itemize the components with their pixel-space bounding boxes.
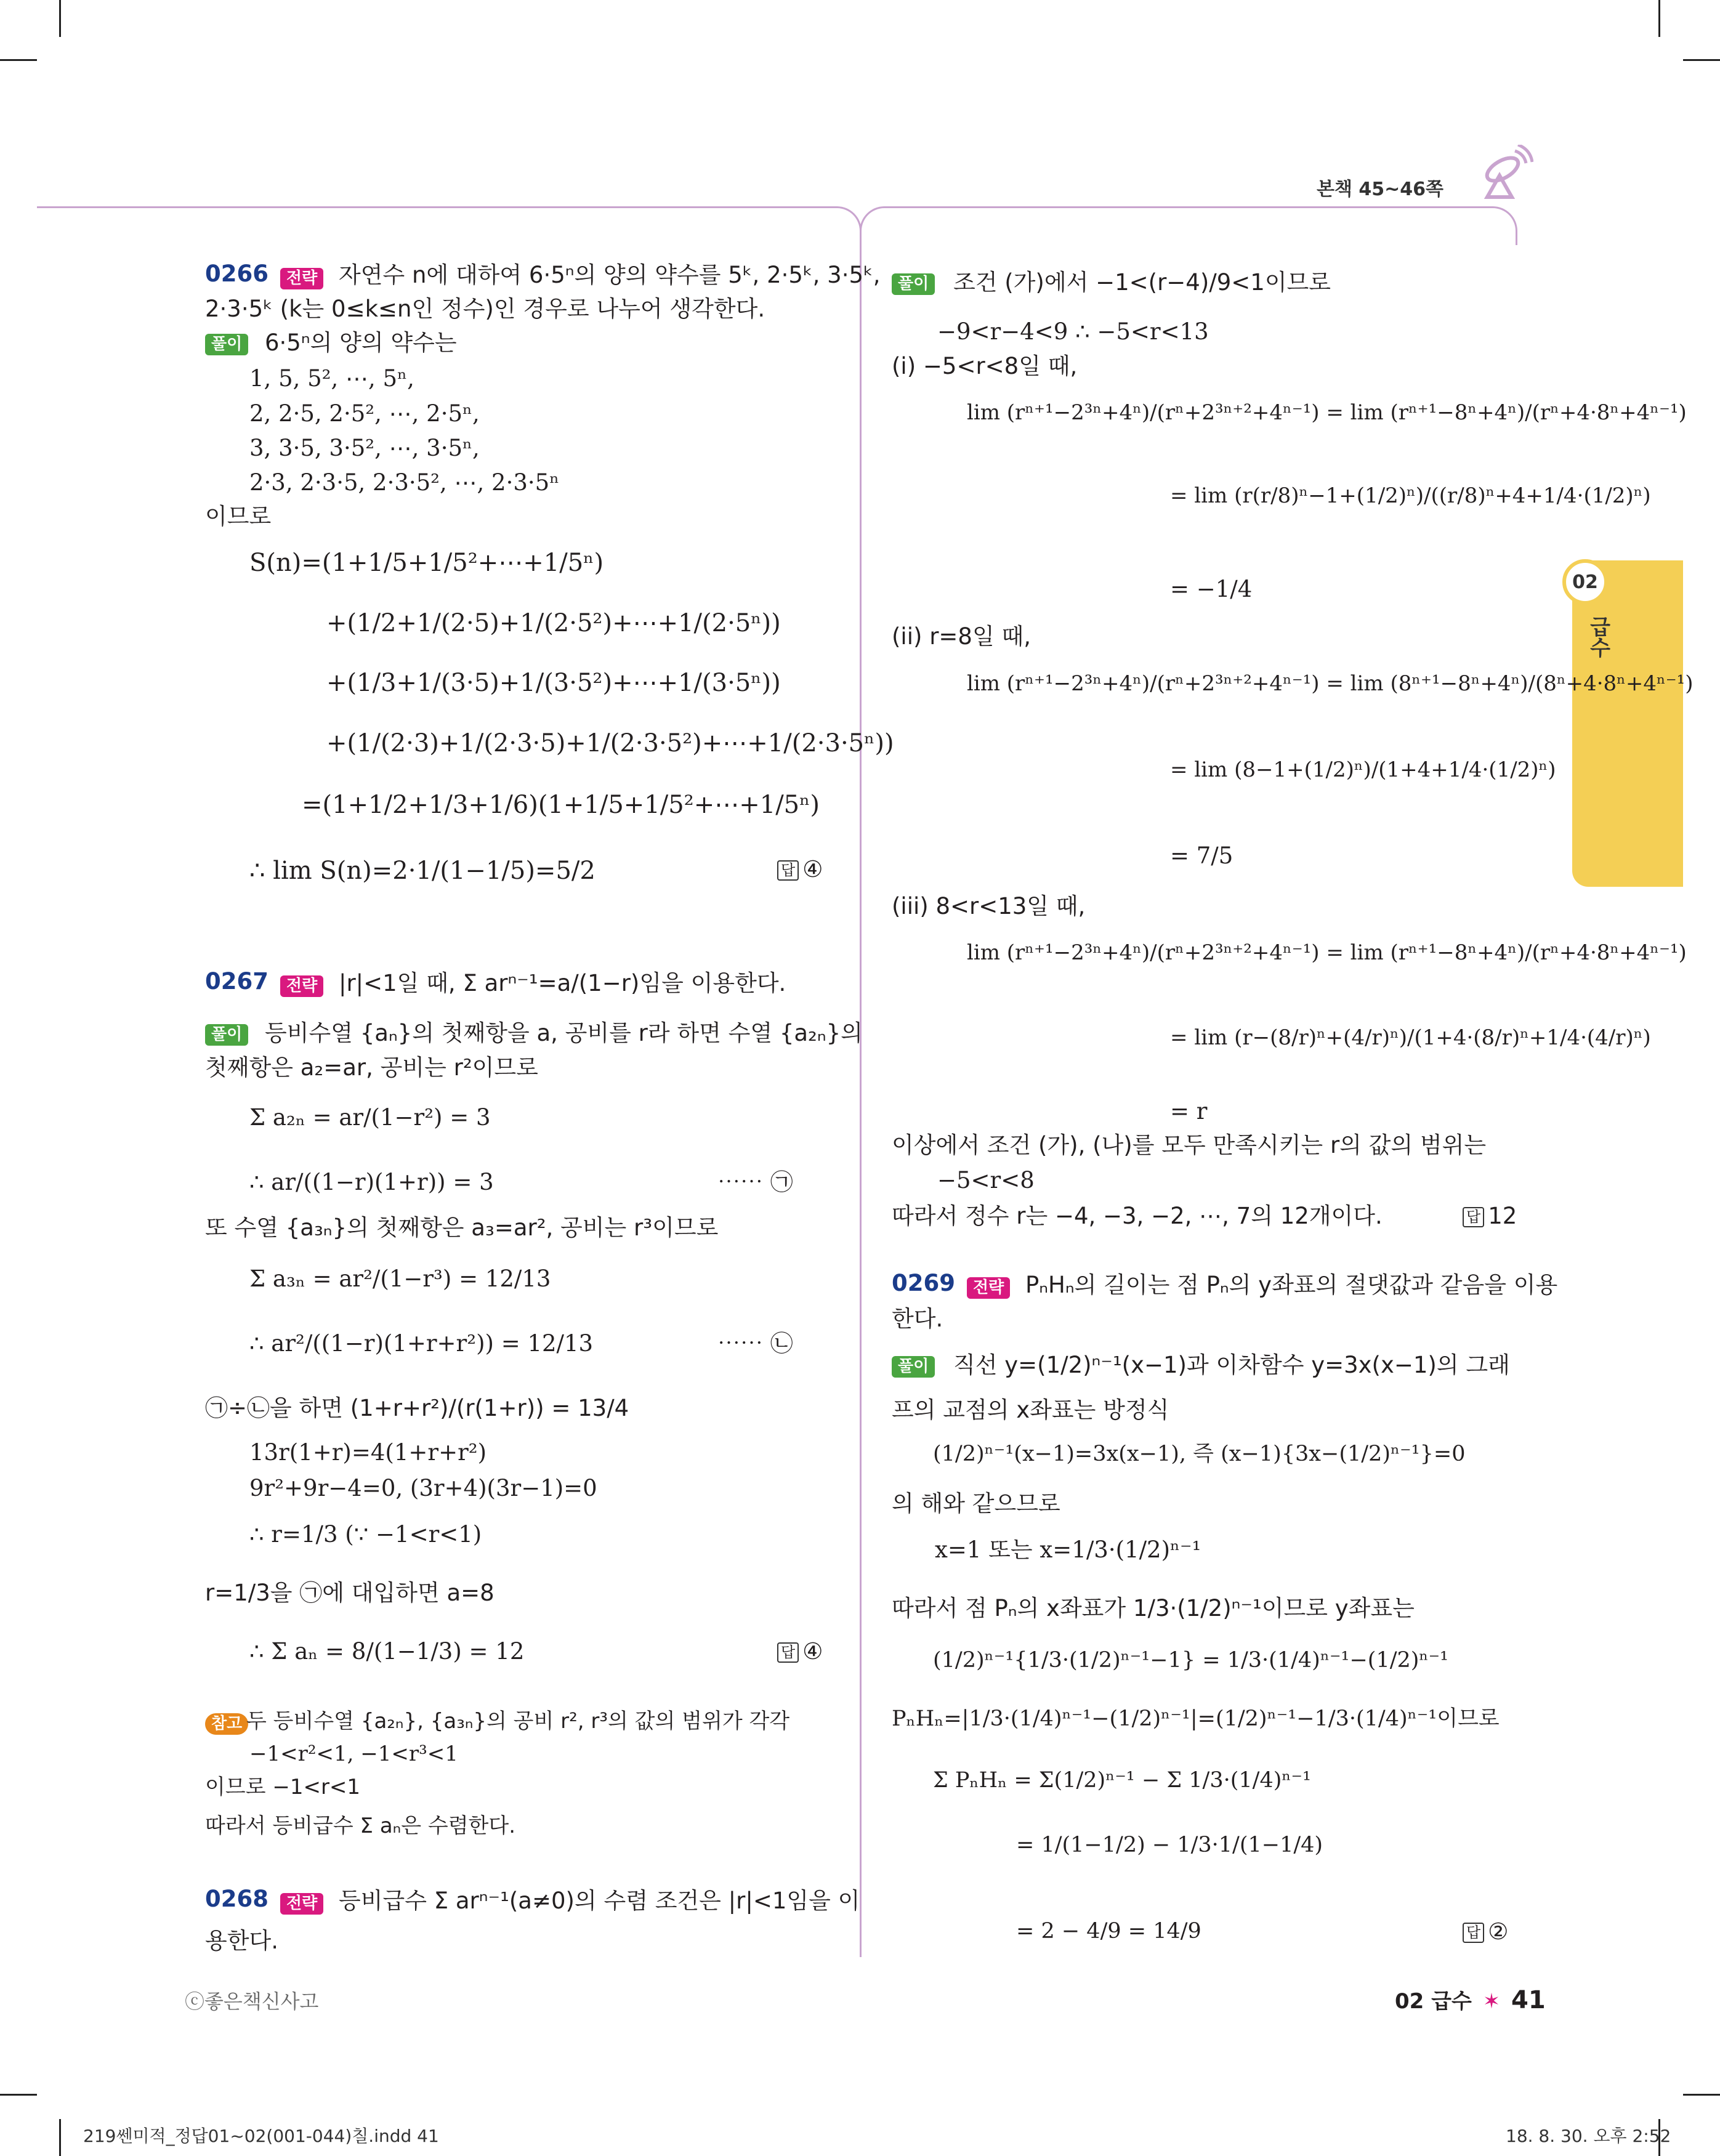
column-divider bbox=[860, 243, 862, 1955]
math-line: Σ PₙHₙ = Σ(1/2)ⁿ⁻¹ − Σ 1/3·(1/4)ⁿ⁻¹ bbox=[933, 1768, 1312, 1793]
strategy-tag: 전략 bbox=[280, 1893, 323, 1915]
math-line: = lim (r(r/8)ⁿ−1+(1/2)ⁿ)/((r/8)ⁿ+4+1/4·(1/2)ⁿ) bbox=[1170, 483, 1651, 508]
case-heading: (ii) r=8일 때, bbox=[892, 623, 1031, 650]
math-line: −9<r−4<9 ∴ −5<r<13 bbox=[937, 318, 1209, 345]
strategy-text: 2·3·5ᵏ (k는 0≤k≤n인 정수)인 경우로 나누어 생각한다. bbox=[205, 296, 765, 322]
math-line: 13r(1+r)=4(1+r+r²) bbox=[249, 1439, 487, 1466]
solution-line: 의 해와 같으므로 bbox=[892, 1490, 1060, 1517]
math-line: lim (rⁿ⁺¹−2³ⁿ+4ⁿ)/(rⁿ+2³ⁿ⁺²+4ⁿ⁻¹) = lim (rⁿ⁺¹−8ⁿ+4ⁿ)/(rⁿ+4·8ⁿ+4ⁿ⁻¹) bbox=[967, 940, 1687, 965]
crop-mark bbox=[1683, 59, 1720, 61]
math-line: −5<r<8 bbox=[937, 1167, 1035, 1193]
math-line: (1/2)ⁿ⁻¹{1/3·(1/2)ⁿ⁻¹−1} = 1/3·(1/4)ⁿ⁻¹−(1/2)ⁿ⁻¹ bbox=[933, 1648, 1449, 1673]
math-line: 2, 2·5, 2·5², ⋯, 2·5ⁿ, bbox=[249, 400, 480, 427]
equation-marker: ⋯⋯ ㉡ bbox=[717, 1330, 793, 1357]
solution-line: 첫째항은 a₂=ar, 공비는 r²이므로 bbox=[205, 1054, 538, 1081]
math-line: = −1/4 bbox=[1170, 576, 1253, 602]
strategy-text: 용한다. bbox=[205, 1928, 278, 1954]
math-line: ∴ Σ aₙ = 8/(1−1/3) = 12 bbox=[249, 1638, 525, 1665]
answer-0269: 답 ② bbox=[1463, 1918, 1508, 1945]
strategy-text: 한다. bbox=[892, 1306, 943, 1332]
crop-mark bbox=[0, 2094, 37, 2096]
chapter-label: 급수 bbox=[1586, 616, 1610, 658]
math-line: Σ a₂ₙ = ar/(1−r²) = 3 bbox=[249, 1104, 491, 1131]
copyright: ⓒ좋은책신사고 bbox=[185, 1990, 319, 2013]
solution-line: 이상에서 조건 (가), (나)를 모두 만족시키는 r의 값의 범위는 bbox=[892, 1132, 1487, 1158]
crop-mark bbox=[1683, 2094, 1720, 2096]
note-text: −1<r²<1, −1<r³<1 bbox=[249, 1742, 458, 1766]
math-line: = r bbox=[1170, 1098, 1208, 1124]
print-timestamp: 18. 8. 30. 오후 2:52 bbox=[1506, 2126, 1671, 2146]
math-line: lim (rⁿ⁺¹−2³ⁿ+4ⁿ)/(rⁿ+2³ⁿ⁺²+4ⁿ⁻¹) = lim (rⁿ⁺¹−8ⁿ+4ⁿ)/(rⁿ+4·8ⁿ+4ⁿ⁻¹) bbox=[967, 400, 1687, 425]
solution-line: 이므로 bbox=[205, 503, 272, 530]
solution-line: 따라서 점 Pₙ의 x좌표가 1/3·(1/2)ⁿ⁻¹이므로 y좌표는 bbox=[892, 1595, 1415, 1621]
math-line: = lim (8−1+(1/2)ⁿ)/(1+4+1/4·(1/2)ⁿ) bbox=[1170, 757, 1556, 782]
math-line: ∴ ar/((1−r)(1+r)) = 3 bbox=[249, 1169, 494, 1195]
math-line: +(1/3+1/(3·5)+1/(3·5²)+⋯+1/(3·5ⁿ)) bbox=[326, 669, 781, 697]
strategy-text: PₙHₙ의 길이는 점 Pₙ의 y좌표의 절댓값과 같음을 이용 bbox=[1025, 1272, 1558, 1298]
solution-line: 등비수열 {aₙ}의 첫째항을 a, 공비를 r라 하면 수열 {a₂ₙ}의 bbox=[265, 1020, 863, 1046]
problem-number-0266: 0266 bbox=[205, 260, 268, 287]
solution-tag: 풀이 bbox=[892, 273, 935, 295]
math-line: 9r²+9r−4=0, (3r+4)(3r−1)=0 bbox=[249, 1475, 597, 1501]
note-text: 두 등비수열 {a₂ₙ}, {a₃ₙ}의 공비 r², r³의 값의 범위가 각각 bbox=[246, 1709, 790, 1734]
solution-line: 직선 y=(1/2)ⁿ⁻¹(x−1)과 이차함수 y=3x(x−1)의 그래 bbox=[953, 1352, 1510, 1378]
math-line: 3, 3·5, 3·5², ⋯, 3·5ⁿ, bbox=[249, 435, 480, 461]
strategy-tag: 전략 bbox=[967, 1277, 1010, 1299]
chapter-side-tab bbox=[1572, 560, 1683, 887]
math-line: (1/2)ⁿ⁻¹(x−1)=3x(x−1), 즉 (x−1){3x−(1/2)ⁿ⁻¹}=0 bbox=[933, 1442, 1466, 1466]
math-line: PₙHₙ=|1/3·(1/4)ⁿ⁻¹−(1/2)ⁿ⁻¹|=(1/2)ⁿ⁻¹−1/3·(1/4)ⁿ⁻¹이므로 bbox=[892, 1706, 1500, 1731]
math-line: = lim (r−(8/r)ⁿ+(4/r)ⁿ)/(1+4·(8/r)ⁿ+1/4·(4/r)ⁿ) bbox=[1170, 1025, 1651, 1050]
problem-number-0267: 0267 bbox=[205, 968, 268, 995]
crop-mark bbox=[59, 2119, 61, 2156]
strategy-text: 자연수 n에 대하여 6·5ⁿ의 양의 약수를 5ᵏ, 2·5ᵏ, 3·5ᵏ, bbox=[339, 262, 881, 288]
strategy-text: 등비급수 Σ arⁿ⁻¹(a≠0)의 수렴 조건은 |r|<1임을 이 bbox=[339, 1888, 860, 1914]
strategy-tag: 전략 bbox=[280, 268, 323, 289]
math-line: = 1/(1−1/2) − 1/3·1/(1−1/4) bbox=[1016, 1833, 1323, 1857]
solution-line: 따라서 정수 r는 −4, −3, −2, ⋯, 7의 12개이다. bbox=[892, 1203, 1383, 1229]
crop-mark bbox=[0, 59, 37, 61]
strategy-tag: 전략 bbox=[280, 975, 323, 997]
math-line: Σ a₃ₙ = ar²/(1−r³) = 12/13 bbox=[249, 1266, 551, 1292]
solution-line: 6·5ⁿ의 양의 약수는 bbox=[265, 329, 457, 356]
solution-line: r=1/3을 ㉠에 대입하면 a=8 bbox=[205, 1580, 495, 1606]
solution-line: ㉠÷㉡을 하면 (1+r+r²)/(r(1+r)) = 13/4 bbox=[205, 1395, 629, 1421]
solution-line: 조건 (가)에서 −1<(r−4)/9<1이므로 bbox=[953, 269, 1331, 296]
math-line: =(1+1/2+1/3+1/6)(1+1/5+1/5²+⋯+1/5ⁿ) bbox=[302, 791, 820, 819]
solution-tag: 풀이 bbox=[892, 1356, 935, 1378]
math-line: 1, 5, 5², ⋯, 5ⁿ, bbox=[249, 365, 414, 392]
solution-line: 프의 교점의 x좌표는 방정식 bbox=[892, 1397, 1169, 1423]
math-line: S(n)=(1+1/5+1/5²+⋯+1/5ⁿ) bbox=[249, 549, 604, 577]
satellite-icon bbox=[1478, 145, 1533, 209]
math-line: +(1/(2·3)+1/(2·3·5)+1/(2·3·5²)+⋯+1/(2·3·5ⁿ)) bbox=[326, 729, 894, 757]
problem-number-0268: 0268 bbox=[205, 1886, 268, 1912]
math-line: = 2 − 4/9 = 14/9 bbox=[1016, 1919, 1201, 1944]
book-reference: 본책 45~46쪽 bbox=[1317, 179, 1444, 200]
strategy-text: |r|<1일 때, Σ arⁿ⁻¹=a/(1−r)임을 이용한다. bbox=[339, 970, 786, 996]
solution-line: 또 수열 {a₃ₙ}의 첫째항은 a₃=ar², 공비는 r³이므로 bbox=[205, 1214, 719, 1241]
right-column-frame bbox=[860, 206, 1517, 245]
answer-0268: 답 12 bbox=[1463, 1203, 1517, 1230]
note-tag: 참고 bbox=[205, 1713, 248, 1735]
chapter-number: 02 bbox=[1562, 559, 1608, 605]
answer-0267: 답 ④ bbox=[777, 1638, 823, 1665]
math-line: ∴ lim S(n)=2·1/(1−1/5)=5/2 bbox=[249, 857, 596, 885]
solution-tag: 풀이 bbox=[205, 1024, 248, 1046]
math-line: 2·3, 2·3·5, 2·3·5², ⋯, 2·3·5ⁿ bbox=[249, 469, 560, 496]
math-line: x=1 또는 x=1/3·(1/2)ⁿ⁻¹ bbox=[935, 1536, 1201, 1563]
crop-mark bbox=[59, 0, 61, 37]
file-info: 219쎈미적_정답01~02(001-044)칠.indd 41 bbox=[83, 2126, 439, 2146]
case-heading: (i) −5<r<8일 때, bbox=[892, 353, 1078, 379]
math-line: ∴ r=1/3 (∵ −1<r<1) bbox=[249, 1521, 482, 1548]
math-line: lim (rⁿ⁺¹−2³ⁿ+4ⁿ)/(rⁿ+2³ⁿ⁺²+4ⁿ⁻¹) = lim (8ⁿ⁺¹−8ⁿ+4ⁿ)/(8ⁿ+4·8ⁿ+4ⁿ⁻¹) bbox=[967, 671, 1694, 696]
case-heading: (iii) 8<r<13일 때, bbox=[892, 893, 1086, 919]
math-line: +(1/2+1/(2·5)+1/(2·5²)+⋯+1/(2·5ⁿ)) bbox=[326, 609, 781, 637]
solution-tag: 풀이 bbox=[205, 334, 248, 355]
equation-marker: ⋯⋯ ㉠ bbox=[717, 1169, 793, 1195]
note-text: 따라서 등비급수 Σ aₙ은 수렴한다. bbox=[205, 1814, 516, 1838]
note-text: 이므로 −1<r<1 bbox=[205, 1775, 361, 1799]
math-line: = 7/5 bbox=[1170, 842, 1233, 869]
problem-number-0269: 0269 bbox=[892, 1270, 955, 1296]
answer-0266: 답 ④ bbox=[777, 856, 823, 883]
chapter-footer: 02 급수 ✶ 41 bbox=[1395, 1986, 1546, 2014]
crop-mark bbox=[1658, 0, 1660, 37]
math-line: ∴ ar²/((1−r)(1+r+r²)) = 12/13 bbox=[249, 1330, 594, 1357]
